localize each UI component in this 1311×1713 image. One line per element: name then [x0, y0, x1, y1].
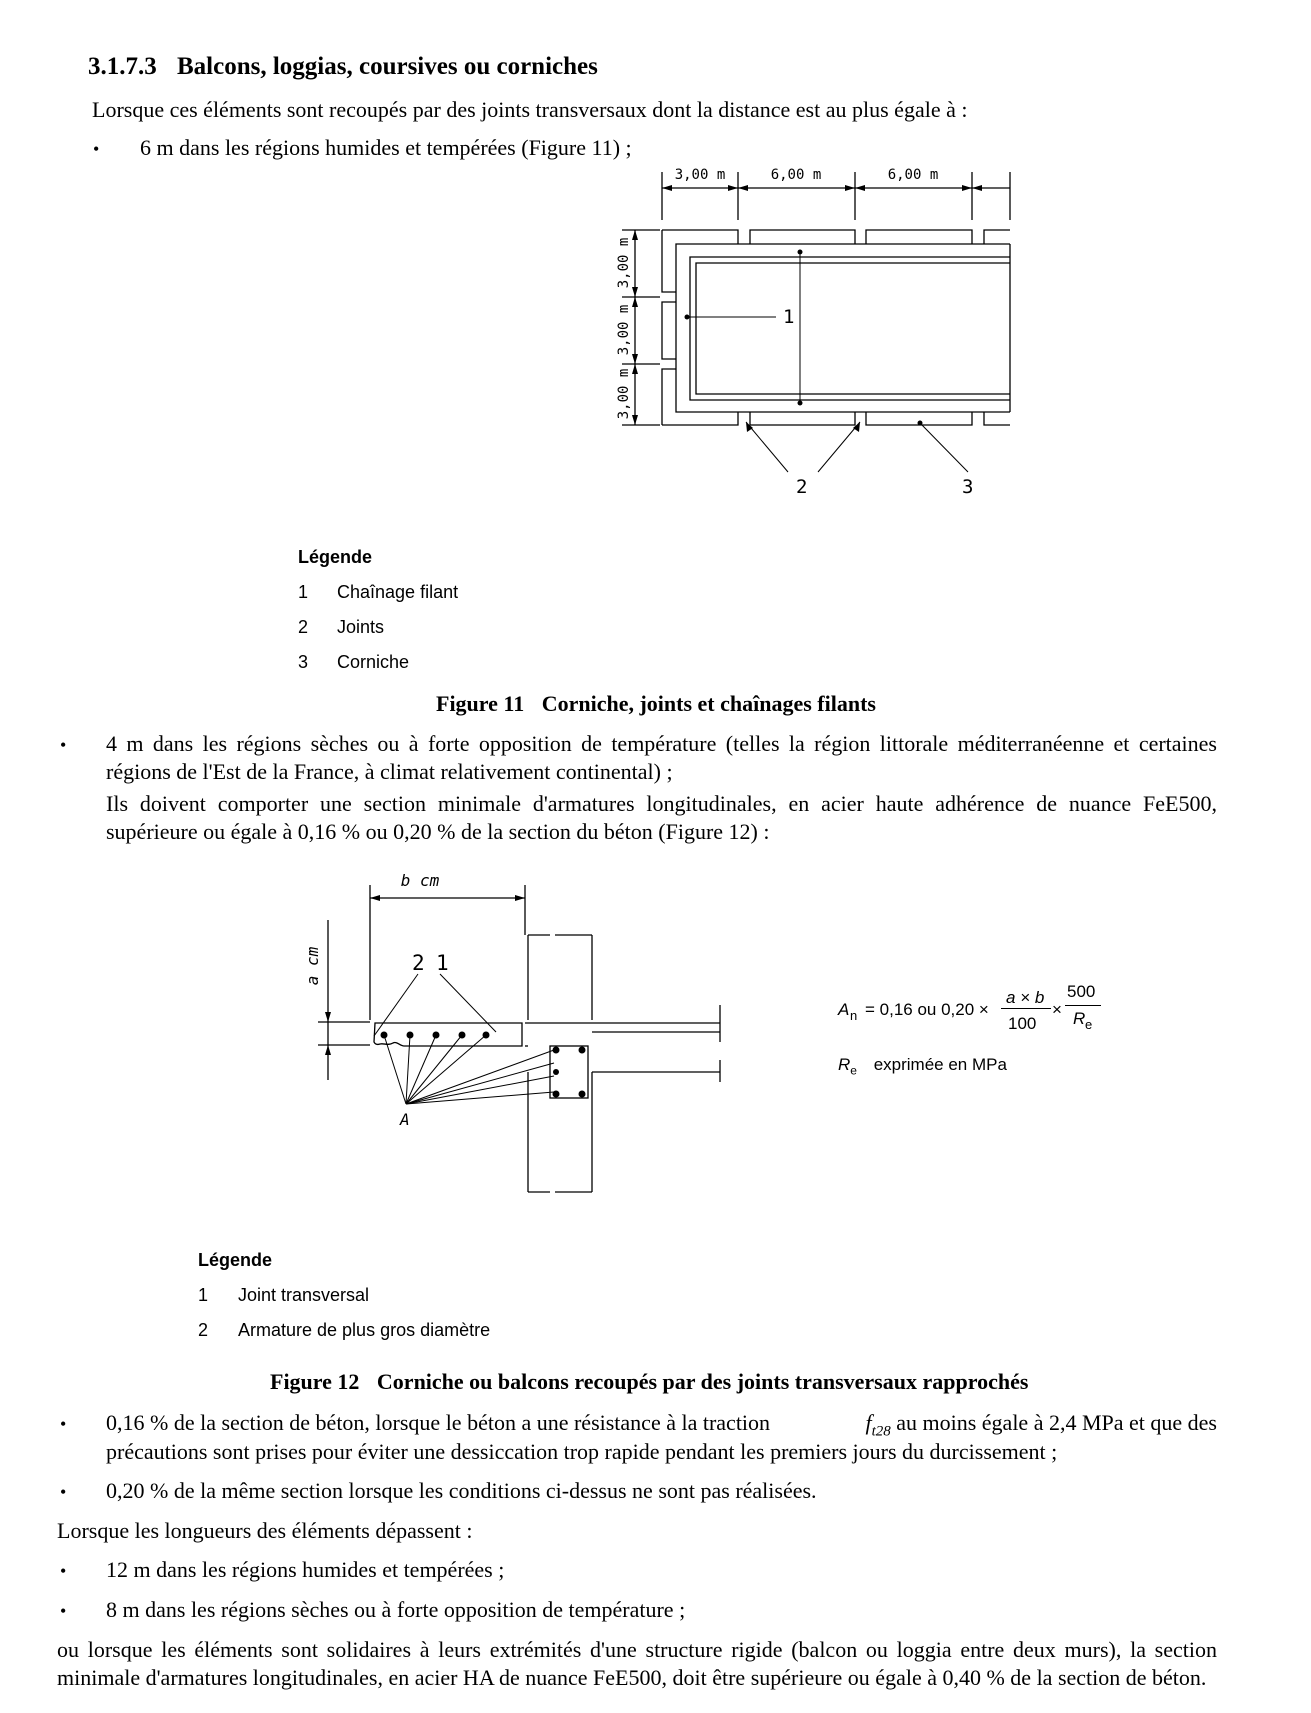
lengths-intro: Lorsque les longueurs des éléments dépassent : [57, 1518, 473, 1543]
fig12-dim-b: b cm [400, 871, 440, 890]
fig12-caption [270, 1368, 1028, 1396]
bullet-016-line1-b: au moins égale à 2,4 MPa et que des [890, 1410, 1217, 1435]
section-title: Balcons, loggias, coursives ou corniches [177, 53, 598, 80]
fig12-re-note [838, 1055, 1007, 1077]
fig12-legend-title: Légende [198, 1250, 273, 1270]
fig12-label-1: 1 [436, 951, 449, 975]
formula-den2-sub: e [1085, 1017, 1093, 1032]
bullet-6m-text: 6 m dans les régions humides et tempérées (Figure 11) ; [140, 135, 632, 160]
fig11-legend-num-1: 1 [298, 582, 309, 602]
section-heading [88, 52, 598, 82]
bullet: • [60, 1601, 67, 1621]
fig11-legend-num-2: 2 [298, 617, 309, 637]
fig11-dim-top-1: 3,00 m [674, 167, 726, 183]
bullet: • [60, 1414, 67, 1434]
bullet-4m-line4: supérieure ou égale à 0,16 % ou 0,20 % de la section du béton (Figure 12) : [106, 819, 770, 844]
fig11-dim-side-3: 3,00 m [616, 368, 632, 420]
figure-11-diagram [590, 160, 1030, 520]
fig11-legend-text-2: Joints [337, 617, 385, 637]
fig11-label-3: 3 [962, 476, 974, 498]
fig11-legend-text-3: Corniche [337, 652, 410, 672]
formula-lhs-sub: n [850, 1008, 858, 1023]
fig11-legend-text-1: Chaînage filant [337, 582, 459, 602]
formula-times: × [1052, 1000, 1062, 1019]
formula-lhs: A [838, 1000, 850, 1019]
bullet-4m-line2: régions de l'Est de la France, à climat relativement continental) ; [106, 759, 673, 784]
final-line1: ou lorsque les éléments sont solidaires à leurs extrémités d'une structure rigide (balcon ou loggia entre deux murs), la section [57, 1637, 1217, 1662]
fig11-label-2: 2 [796, 476, 808, 498]
fig11-label-1: 1 [783, 306, 795, 328]
bullet: • [60, 1561, 67, 1581]
fig11-dim-top-3: 6,00 m [887, 167, 939, 183]
formula-den2: R [1073, 1009, 1086, 1028]
fig12-legend-num-2: 2 [198, 1320, 209, 1340]
fig11-legend-num-3: 3 [298, 652, 309, 672]
fig12-label-A: A [400, 1110, 410, 1129]
fig12-label-2: 2 [412, 951, 425, 975]
fig11-caption-text: Corniche, joints et chaînages filants [541, 691, 876, 716]
formula-fraction-bar-1 [1001, 1008, 1051, 1009]
bullet-016-line2: précautions sont prises pour éviter une dessiccation trop rapide pendant les premiers jours du durcissement ; [106, 1439, 1058, 1464]
fig12-dim-a: a cm [303, 946, 322, 986]
bullet-020-text: 0,20 % de la même section lorsque les conditions ci-dessus ne sont pas réalisées. [106, 1478, 817, 1503]
fig11-dim-side-2: 3,00 m [616, 304, 632, 356]
bullet-4m-line3: Ils doivent comporter une section minimale d'armatures longitudinales, en acier haute adhérence de nuance FeE500, [106, 791, 1217, 816]
bullet-12m-text: 12 m dans les régions humides et tempérées ; [106, 1557, 505, 1582]
fig11-caption-num: Figure 11 [436, 691, 525, 716]
bullet-8m-text: 8 m dans les régions sèches ou à forte opposition de température ; [106, 1597, 686, 1622]
fig11-dim-side-1: 3,00 m [616, 237, 632, 289]
fig12-formula [838, 982, 1098, 1048]
intro-text: Lorsque ces éléments sont recoupés par des joints transversaux dont la distance est au plus égale à : [92, 97, 968, 122]
fig12-legend-text-1: Joint transversal [238, 1285, 370, 1305]
re-note-sub: e [850, 1063, 857, 1078]
bullet: • [60, 735, 67, 755]
formula-den1: 100 [1008, 1014, 1037, 1033]
fig12-caption-text: Corniche ou balcons recoupés par des joints transversaux rapprochés [376, 1369, 1029, 1394]
re-note-text: exprimée en MPa [873, 1055, 1007, 1074]
figure-12-diagram [300, 860, 740, 1200]
fig11-legend-title: Légende [298, 547, 373, 567]
formula-fraction-bar-2 [1065, 1005, 1101, 1006]
fig12-legend-num-1: 1 [198, 1285, 209, 1305]
bullet: • [93, 139, 100, 159]
bullet-016-line1-a: 0,16 % de la section de béton, lorsque le béton a une résistance à la traction [106, 1410, 771, 1435]
bullet-016-f-sub: t28 [871, 1423, 891, 1440]
fig11-dim-top-2: 6,00 m [770, 167, 822, 183]
fig12-caption-num: Figure 12 [270, 1369, 360, 1394]
formula-num2: 500 [1067, 982, 1096, 1001]
formula-eq: = 0,16 ou 0,20 × [865, 1000, 989, 1019]
formula-num1: a × b [1006, 988, 1045, 1007]
re-note-symbol: R [838, 1055, 851, 1074]
fig11-caption [436, 690, 876, 718]
final-line2: minimale d'armatures longitudinales, en acier HA de nuance FeE500, doit être supérieure ou égale à 0,40 % de la section de béton. [57, 1665, 1207, 1690]
bullet-016-f: f [865, 1410, 872, 1435]
bullet-4m-line1: 4 m dans les régions sèches ou à forte opposition de température (telles la région littorale méditerranéenne et certaines [106, 731, 1217, 756]
bullet: • [60, 1482, 67, 1502]
section-number: 3.1.7.3 [88, 53, 157, 80]
fig12-legend-text-2: Armature de plus gros diamètre [238, 1320, 491, 1340]
